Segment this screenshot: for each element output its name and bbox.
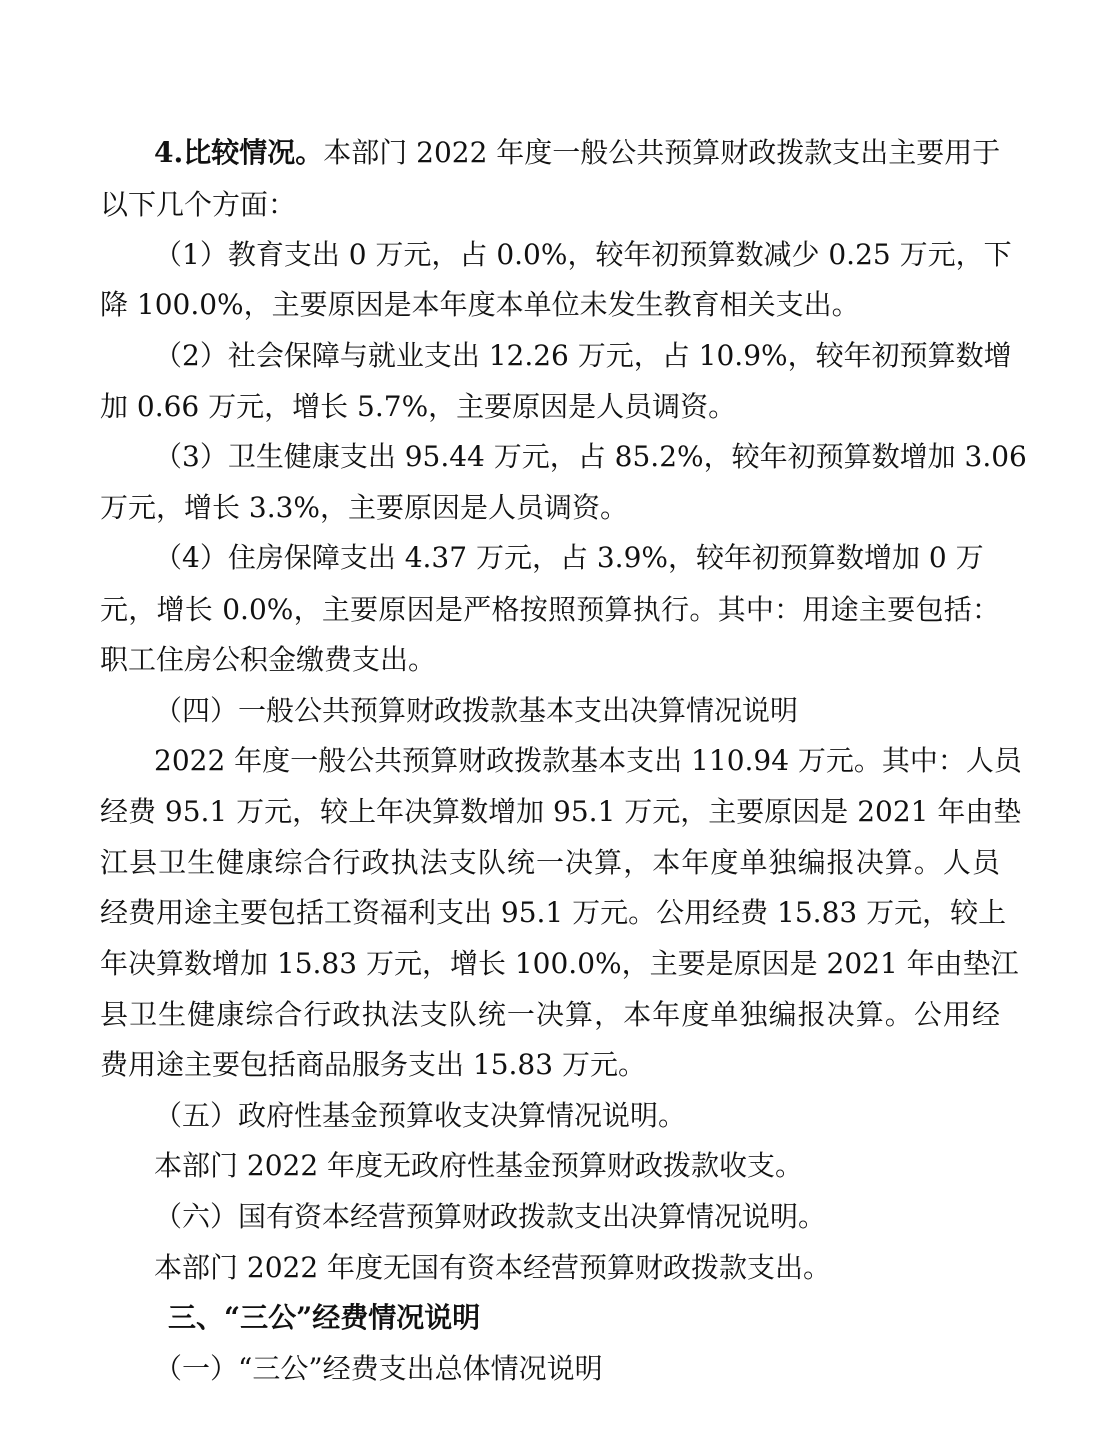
item2-line-2: 加 0.66 万元，增长 5.7%，主要原因是人员调资。 (100, 390, 737, 423)
item1-line-2: 降 100.0%，主要原因是本年度本单位未发生教育相关支出。 (100, 288, 860, 321)
section4-line-2: 以下几个方面： (100, 188, 297, 221)
item4-line-3: 职工住房公积金缴费支出。 (100, 643, 437, 676)
item3-line-2: 万元，增长 3.3%，主要原因是人员调资。 (100, 491, 629, 524)
part-three-subheading: （一）“三公”经费支出总体情况说明 (154, 1352, 603, 1385)
item1-line-1: （1）教育支出 0 万元，占 0.0%，较年初预算数减少 0.25 万元，下 (154, 238, 1012, 271)
section-four-line-2: 经费 95.1 万元，较上年决算数增加 95.1 万元，主要原因是 2021 年由垫 (100, 795, 1022, 828)
section-five-heading: （五）政府性基金预算收支决算情况说明。 (154, 1099, 687, 1132)
section4-text: 本部门 2022 年度一般公共预算财政拨款支出主要用于 (323, 136, 1001, 169)
section-four-line-3: 江县卫生健康综合行政执法支队统一决算，本年度单独编报决算。人员 (100, 846, 1000, 879)
section-six-heading: （六）国有资本经营预算财政拨款支出决算情况说明。 (154, 1200, 827, 1233)
section-four-heading: （四）一般公共预算财政拨款基本支出决算情况说明 (154, 694, 799, 727)
section4-line-1 (154, 136, 1000, 170)
item4-line-1: （4）住房保障支出 4.37 万元，占 3.9%，较年初预算数增加 0 万 (154, 541, 984, 574)
section-five-body: 本部门 2022 年度无政府性基金预算财政拨款收支。 (154, 1149, 804, 1182)
item2-line-1: （2）社会保障与就业支出 12.26 万元，占 10.9%，较年初预算数增 (154, 339, 1012, 372)
item3-line-1: （3）卫生健康支出 95.44 万元，占 85.2%，较年初预算数增加 3.06 (154, 440, 1027, 473)
section-four-line-4: 经费用途主要包括工资福利支出 95.1 万元。公用经费 15.83 万元，较上 (100, 896, 1007, 929)
section-four-line-1: 2022 年度一般公共预算财政拨款基本支出 110.94 万元。其中：人员 (154, 744, 1022, 777)
section-four-line-5: 年决算数增加 15.83 万元，增长 100.0%，主要是原因是 2021 年由垫江 (100, 947, 1019, 980)
part-three-heading: 三、“三公”经费情况说明 (168, 1301, 481, 1334)
section-six-body: 本部门 2022 年度无国有资本经营预算财政拨款支出。 (154, 1251, 832, 1284)
section-four-line-7: 费用途主要包括商品服务支出 15.83 万元。 (100, 1048, 646, 1081)
section4-label: 4.比较情况。 (154, 136, 324, 169)
section-four-line-6: 县卫生健康综合行政执法支队统一决算，本年度单独编报决算。公用经 (100, 998, 1000, 1031)
item4-line-2: 元，增长 0.0%，主要原因是严格按照预算执行。其中：用途主要包括： (100, 593, 1000, 626)
